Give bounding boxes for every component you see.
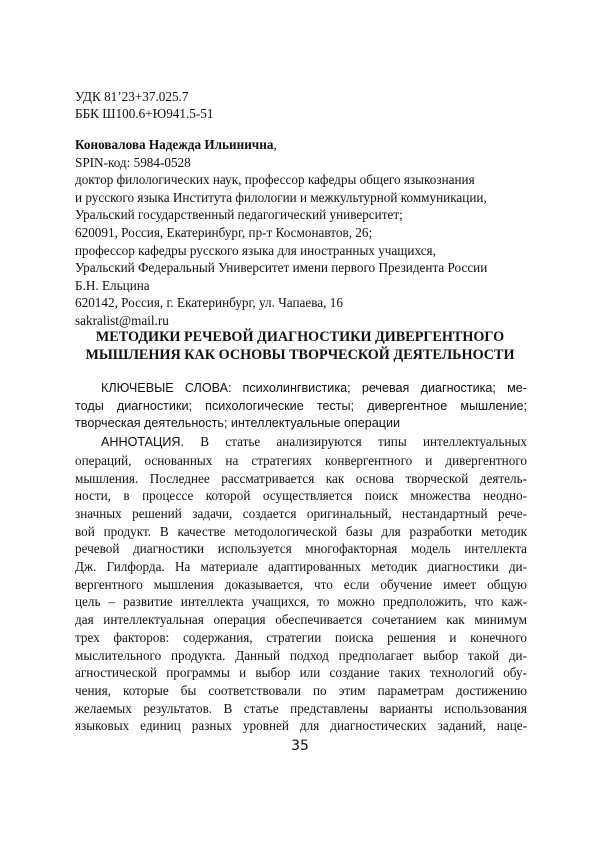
author-info [75,136,535,330]
abstract-line: желаемых результатов. В статье представлены варианты использования [75,700,527,716]
article-title [60,328,540,364]
author-affiliation-line: Уральский Федеральный Университет имени первого Президента России [75,260,488,276]
article-title-line: МЫШЛЕНИЯ КАК ОСНОВЫ ТВОРЧЕСКОЙ ДЕЯТЕЛЬНОСТИ [85,347,515,363]
author-affiliation-line: профессор кафедры русского языка для иностранных учащихся, [75,242,436,258]
abstract-text: В статье анализируются типы интеллектуальных [200,434,528,450]
keywords-line: творческая деятельность; интеллектуальные операции [75,416,401,431]
abstract-line: языковых единиц разных уровней для диагностических заданий, наце- [75,718,527,734]
abstract-line: цель – развитие интеллекта учащихся, то можно предположить, что каж- [75,594,527,610]
keywords-line: тоды диагностики; психологические тесты; дивергентное мышление; [75,398,527,413]
author-address-line: 620142, Россия, г. Екатеринбург, ул. Чапаева, 16 [75,295,343,311]
abstract-line: вергентного мышления доказывается, что если обучение имеет общую [75,576,527,592]
article-body [75,379,527,735]
abstract-line: мышления. Последнее рассматривается как основа творческой деятель- [75,470,527,486]
abstract-line: агностической программы и выбор или создание таких технологий обу- [75,665,527,681]
author-name-suffix: , [273,137,277,152]
keywords-text: психолингвистика; речевая диагностика; ме- [242,381,528,395]
author-affiliation-line: Уральский государственный педагогический университет; [75,207,403,223]
author-email: sakralist@mail.ru [75,312,169,328]
abstract-label: АННОТАЦИЯ. [101,435,185,450]
abstract-line: операций, основанных на стратегиях конвергентного и дивергентного [75,452,527,468]
bbk-code: ББК Ш100.6+Ю941.5-51 [75,106,214,121]
keywords-line [75,379,527,398]
abstract-line: мыслительного продукта. Данный подход предполагает выбор такой ди- [75,647,527,663]
author-affiliation-line: доктор филологических наук, профессор кафедры общего языкознания [75,172,475,188]
udk-code: УДК 81’23+37.025.7 [75,89,189,104]
author-affiliation-line: Б.Н. Ельцина [75,277,150,293]
author-name: Коновалова Надежда Ильинична [75,137,274,152]
abstract-line: вой продукт. В качестве методологической базы для разработки методик [75,523,527,539]
author-affiliation-line: и русского языка Института филологии и межкультурной коммуникации, [75,189,487,205]
abstract-line: значных решений задачи, создается оригинальный, нестандартный рече- [75,505,527,521]
abstract-line: Дж. Гилфорда. На материале адаптированных методик диагностики ди- [75,559,527,575]
abstract-line: ности, в процессе которой осуществляется поиск множества неодно- [75,488,527,504]
article-title-line: МЕТОДИКИ РЕЧЕВОЙ ДИАГНОСТИКИ ДИВЕРГЕНТНОГО [95,329,505,345]
abstract-line [75,433,527,452]
classification-codes [75,88,213,122]
abstract-line: дая интеллектуальная операция обеспечивается сочетанием как минимум [75,612,527,628]
abstract-line: чения, которые бы соответствовали по этим параметрам достижению [75,682,527,698]
author-spin: SPIN-код: 5984-0528 [75,154,191,170]
page-number: 35 [291,738,309,754]
abstract-line: речевой диагностики используется многофакторная модель интеллекта [75,541,527,557]
keywords-label: КЛЮЧЕВЫЕ СЛОВА: [101,381,232,395]
abstract-line: трех факторов: содержания, стратегии поиска решения и конечного [75,629,527,645]
author-address-line: 620091, Россия, Екатеринбург, пр-т Космонавтов, 26; [75,224,373,240]
